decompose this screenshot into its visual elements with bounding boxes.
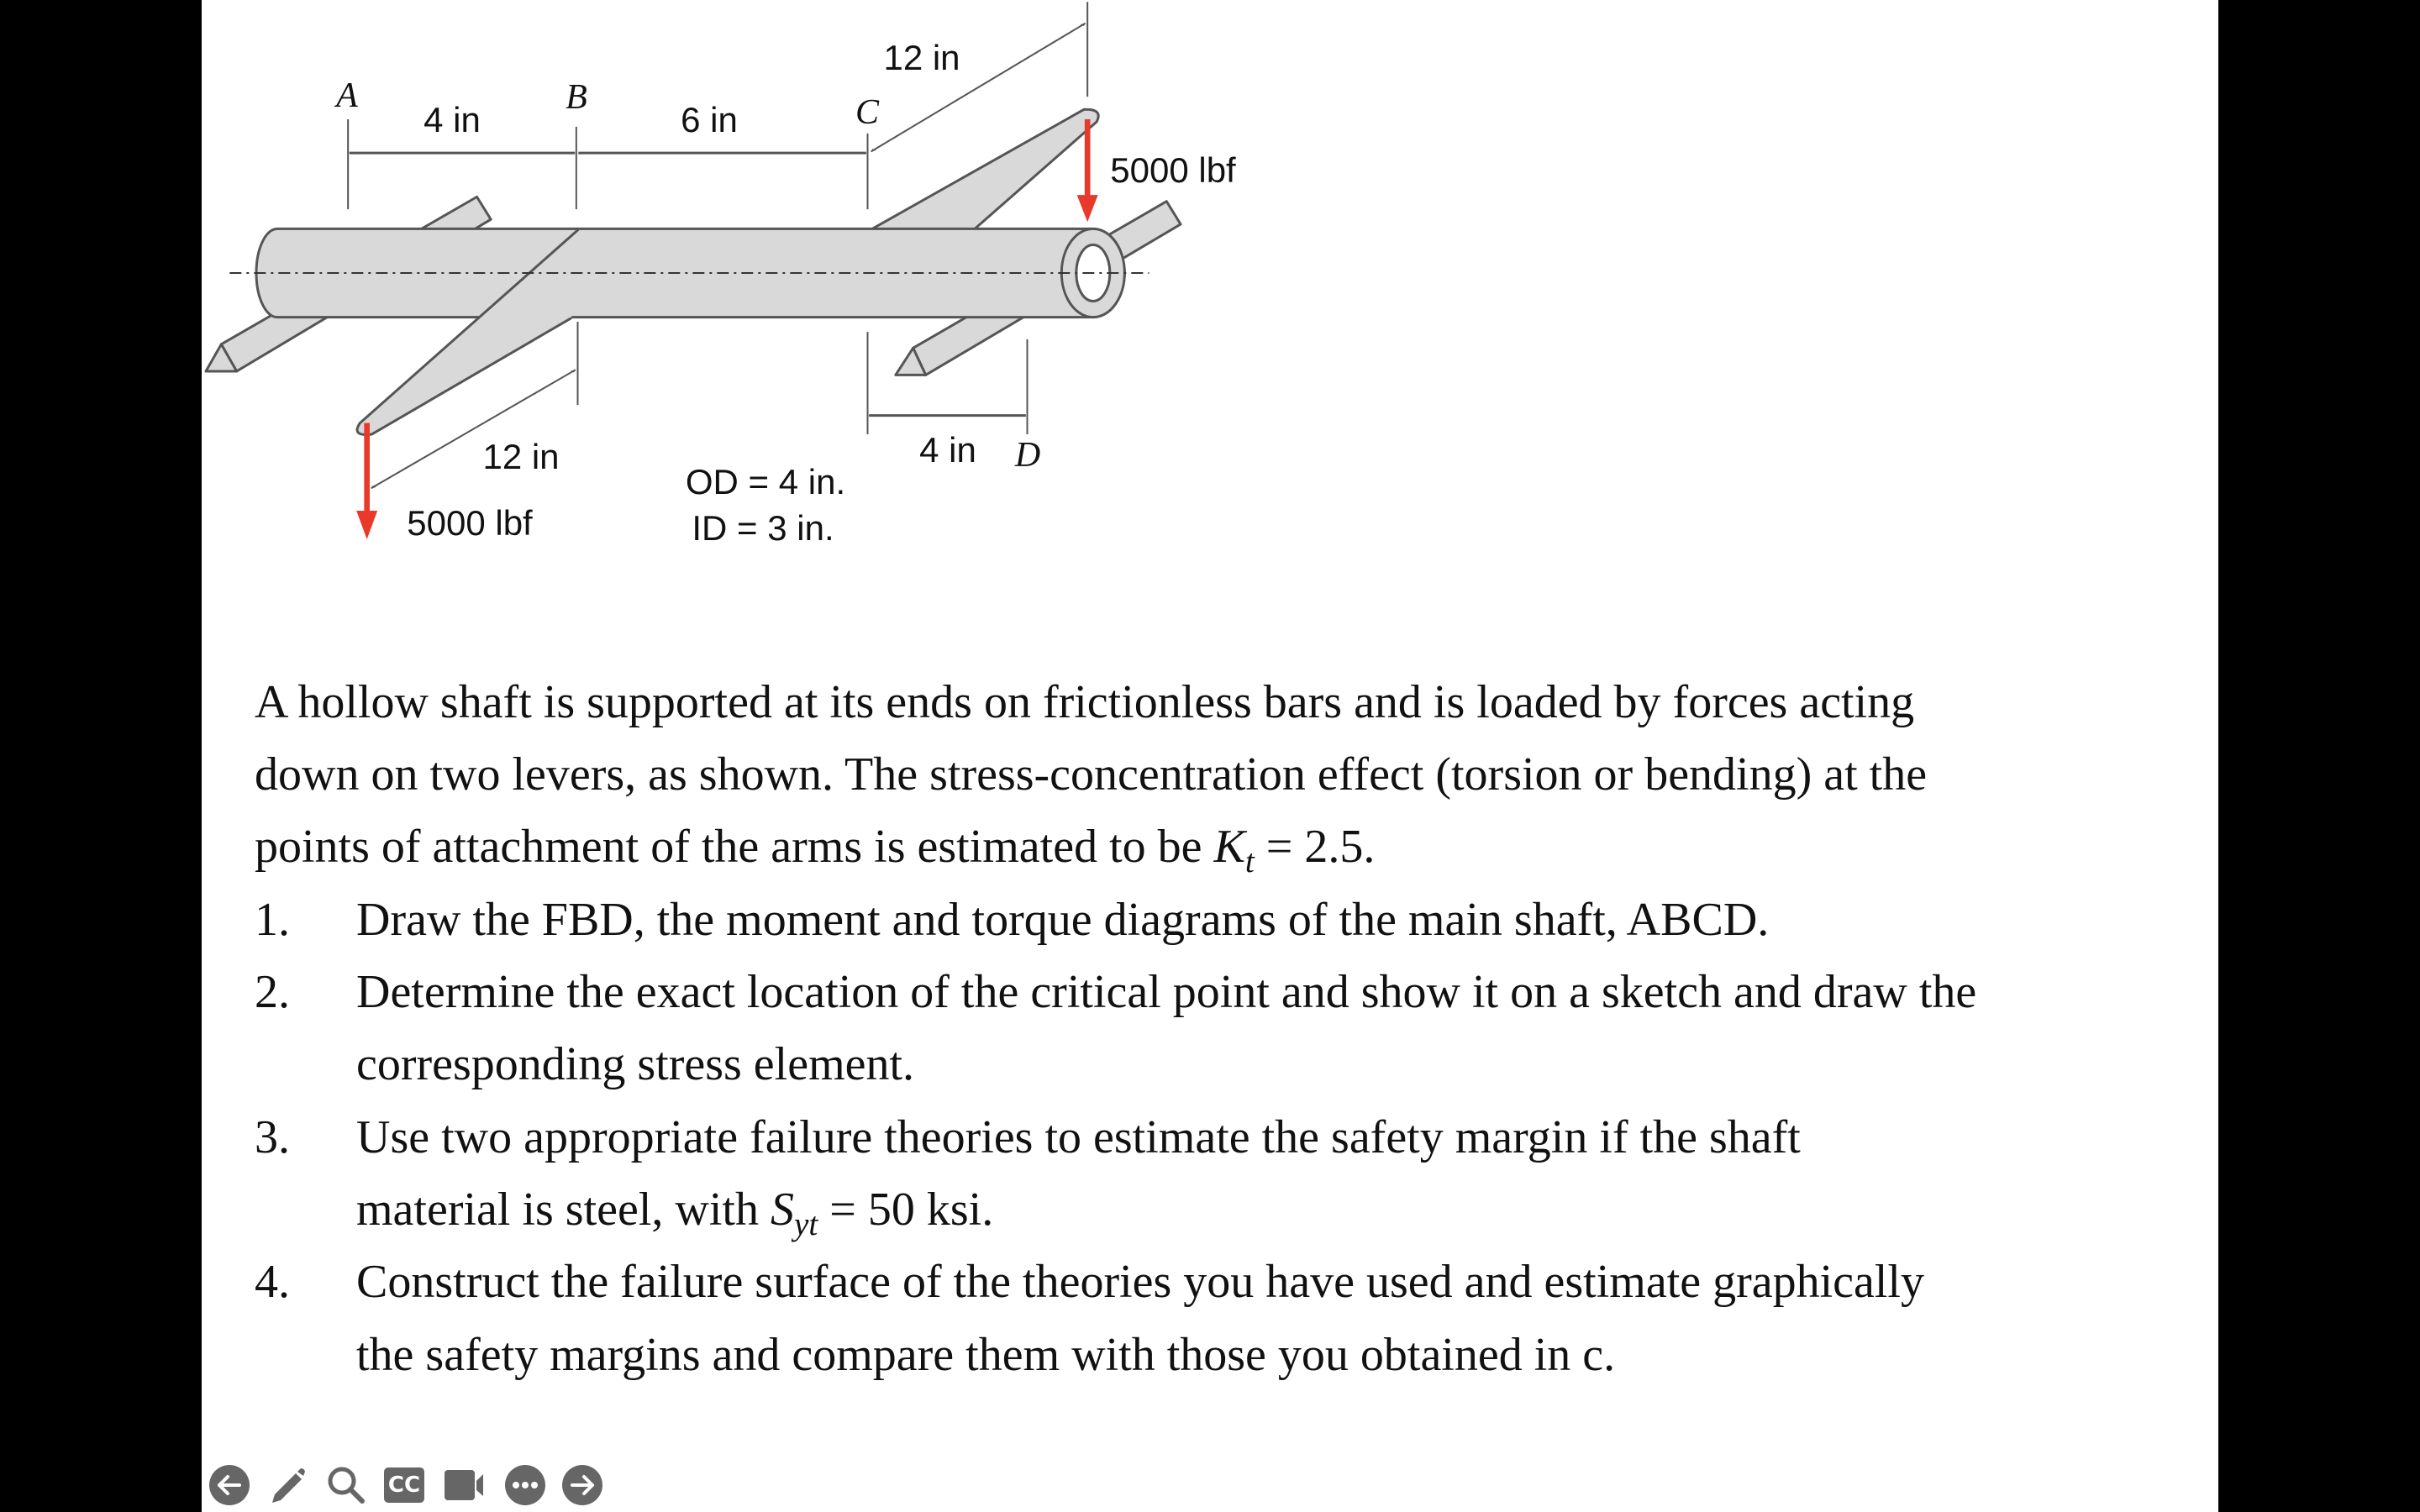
intro-line-1: A hollow shaft is supported at its ends on frictionless bars and is loaded by forces acting <box>255 676 1915 728</box>
lever-top-label: 12 in <box>883 38 960 77</box>
force-left-label: 5000 lbf <box>407 503 533 543</box>
force-right-label: 5000 lbf <box>1110 150 1236 190</box>
item-4-text-1: Construct the failure surface of the theories you have used and estimate graphically <box>356 1256 1924 1308</box>
item-3-text-2: material is steel, with $S_{yt} = 50$ ksi. <box>356 1184 994 1243</box>
syt-symbol: S <box>770 1184 794 1236</box>
item-2-text-2: corresponding stress element. <box>356 1038 915 1090</box>
label-b: B <box>566 78 587 117</box>
video-icon[interactable] <box>443 1464 485 1506</box>
forward-arrow-icon[interactable] <box>561 1464 603 1506</box>
dim-ab-label: 4 in <box>424 100 481 139</box>
force-right-arrow <box>1085 119 1091 203</box>
intro-line-2: down on two levers, as shown. The stress-concentration effect (torsion or bending) at the <box>255 748 1928 801</box>
dim-cd-label: 4 in <box>919 430 976 470</box>
closed-captions-icon[interactable]: CC <box>384 1467 424 1503</box>
force-left-arrow <box>364 423 370 513</box>
item-1-number: 1. <box>255 894 290 946</box>
intro-line-3: points of attachment of the arms is estimated to be $K_t = 2.5$. <box>255 821 1376 880</box>
label-d: D <box>1014 436 1041 475</box>
label-a: A <box>336 76 358 115</box>
more-icon[interactable] <box>504 1464 546 1506</box>
item-3-number: 3. <box>255 1111 290 1163</box>
inner-diameter-label: ID = 3 in. <box>692 508 834 548</box>
lever-c <box>871 109 1099 229</box>
item-4-text-2: the safety margins and compare them with those you obtained in c. <box>356 1329 1616 1381</box>
label-c: C <box>855 93 880 132</box>
kt-symbol: K <box>1213 821 1245 873</box>
item-2-text-1: Determine the exact location of the critical point and show it on a sketch and draw the <box>356 966 1977 1018</box>
lever-bottom-label: 12 in <box>482 437 560 476</box>
outer-diameter-label: OD = 4 in. <box>685 462 846 501</box>
pencil-icon[interactable] <box>266 1464 308 1506</box>
item-4-number: 4. <box>255 1256 290 1308</box>
item-1-text: Draw the FBD, the moment and torque diagrams of the main shaft, ABCD. <box>356 894 1770 946</box>
item-2-number: 2. <box>255 966 290 1018</box>
search-icon[interactable] <box>325 1464 367 1506</box>
back-arrow-icon[interactable] <box>208 1464 250 1506</box>
dim-bc-label: 6 in <box>681 100 738 139</box>
item-3-text-1: Use two appropriate failure theories to estimate the safety margin if the shaft <box>356 1111 1801 1163</box>
